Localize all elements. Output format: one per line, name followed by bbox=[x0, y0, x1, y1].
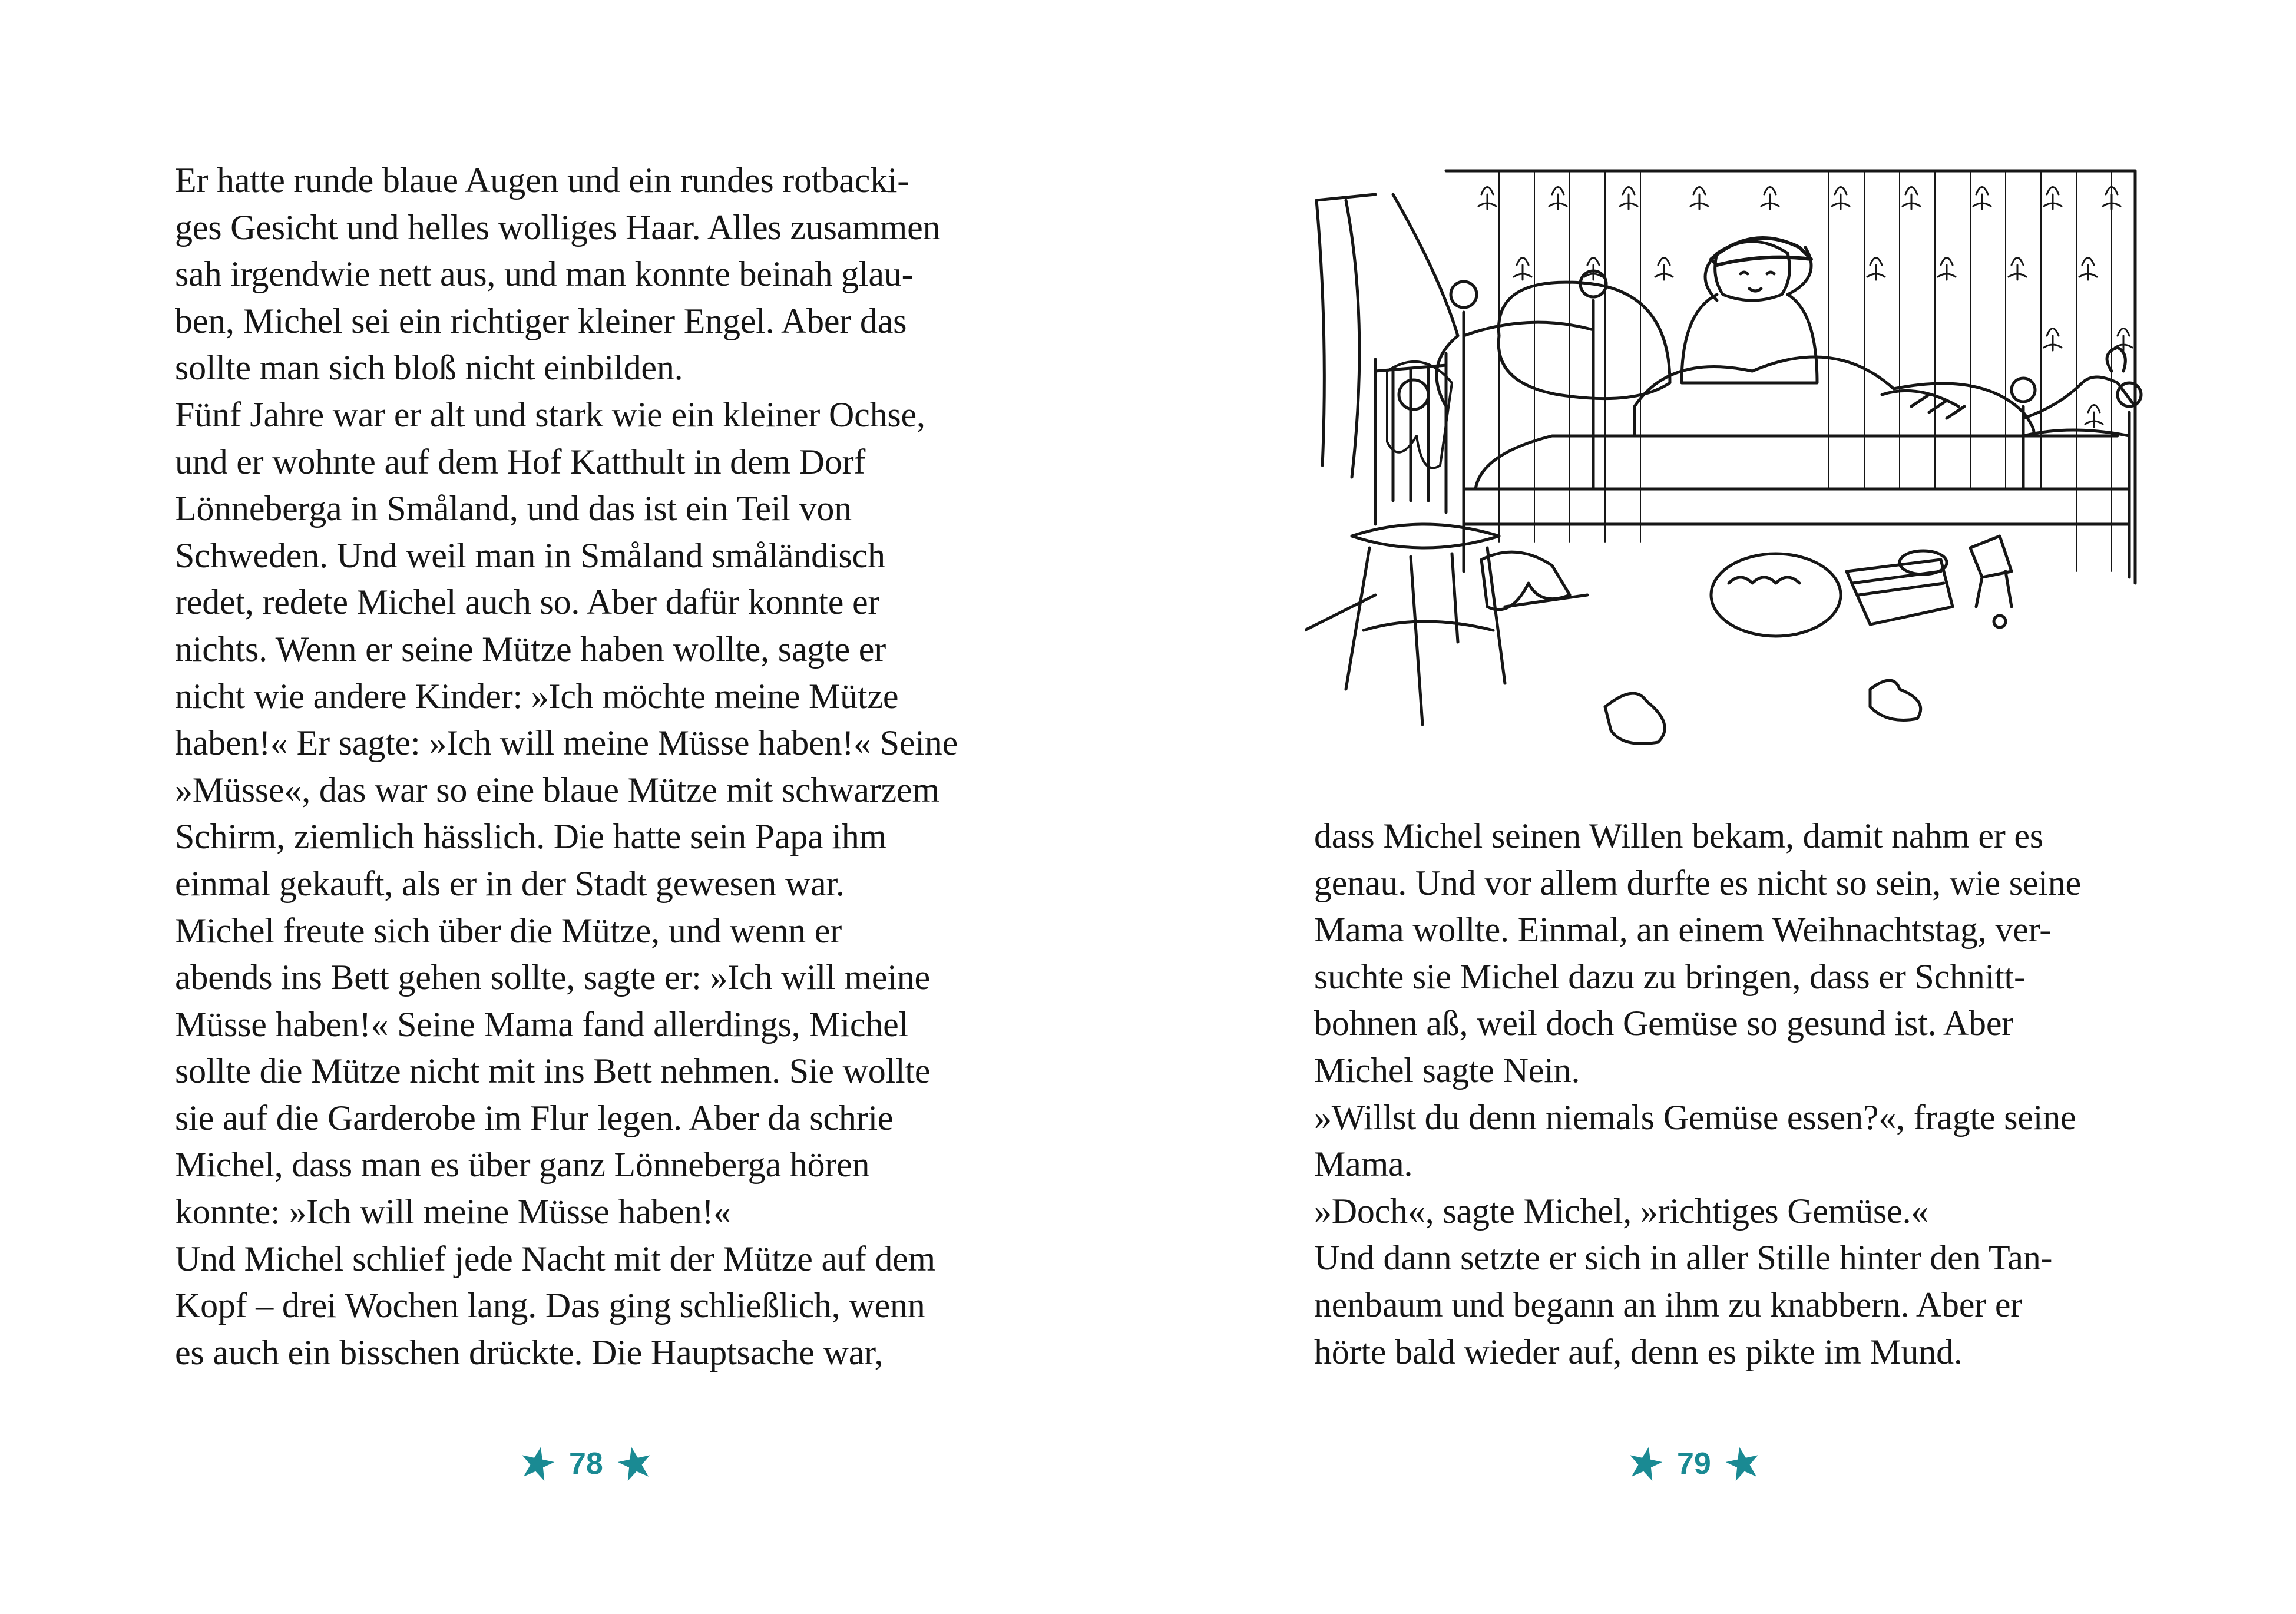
text-line: ben, Michel sei ein richtiger kleiner Engel. Aber das bbox=[175, 301, 907, 340]
text-line: Er hatte runde blaue Augen und ein rundes rotbacki- bbox=[175, 161, 909, 200]
text-line: suchte sie Michel dazu zu bringen, dass er Schnitt- bbox=[1314, 957, 2026, 996]
text-line: Mama wollte. Einmal, an einem Weihnachtstag, ver- bbox=[1314, 910, 2051, 950]
text-line: nicht wie andere Kinder: »Ich möchte meine Mütze bbox=[175, 676, 899, 716]
text-line: und er wohnte auf dem Hof Katthult in dem Dorf bbox=[175, 442, 866, 481]
text-line: Und Michel schlief jede Nacht mit der Mütze auf dem bbox=[175, 1239, 936, 1278]
star-icon bbox=[518, 1445, 556, 1483]
text-line: konnte: »Ich will meine Müsse haben!« bbox=[175, 1192, 732, 1232]
boy-in-bed-drawing bbox=[1305, 159, 2159, 783]
text-line: Michel freute sich über die Mütze, und wenn er bbox=[175, 911, 842, 950]
text-line: sah irgendwie nett aus, und man konnte beinah glau- bbox=[175, 254, 914, 294]
page-number-label: 78 bbox=[569, 1447, 603, 1481]
text-line: »Doch«, sagte Michel, »richtiges Gemüse.« bbox=[1314, 1191, 1929, 1231]
text-line: »Willst du denn niemals Gemüse essen?«, fragte seine bbox=[1314, 1097, 2076, 1137]
star-icon bbox=[1626, 1445, 1664, 1483]
illustration-boy-in-bed bbox=[1305, 159, 2159, 783]
text-line: Lönneberga in Småland, und das ist ein Teil von bbox=[175, 489, 852, 528]
text-line: bohnen aß, weil doch Gemüse so gesund ist. Aber bbox=[1314, 1004, 2014, 1043]
text-line: Schirm, ziemlich hässlich. Die hatte sein Papa ihm bbox=[175, 817, 887, 856]
text-line: haben!« Er sagte: »Ich will meine Müsse haben!« Seine bbox=[175, 723, 958, 763]
text-line: dass Michel seinen Willen bekam, damit nahm er es bbox=[1314, 816, 2044, 855]
text-line: einmal gekauft, als er in der Stadt gewesen war. bbox=[175, 864, 845, 903]
right-page-body-text bbox=[1314, 813, 2162, 1375]
text-line: Müsse haben!« Seine Mama fand allerdings, Michel bbox=[175, 1004, 909, 1044]
star-icon bbox=[1724, 1445, 1762, 1483]
star-icon bbox=[616, 1445, 654, 1483]
text-line: Michel, dass man es über ganz Lönneberga hören bbox=[175, 1145, 870, 1185]
page-number-label: 79 bbox=[1677, 1447, 1711, 1481]
text-line: nenbaum und begann an ihm zu knabbern. Aber er bbox=[1314, 1285, 2023, 1324]
page-number-79 bbox=[1626, 1437, 1762, 1490]
text-line: nichts. Wenn er seine Mütze haben wollte, sagte er bbox=[175, 629, 886, 669]
text-line: Fünf Jahre war er alt und stark wie ein kleiner Ochse, bbox=[175, 395, 925, 434]
text-line: es auch ein bisschen drückte. Die Hauptsache war, bbox=[175, 1332, 884, 1372]
text-line: sollte die Mütze nicht mit ins Bett nehmen. Sie wollte bbox=[175, 1051, 931, 1091]
text-line: hörte bald wieder auf, denn es pikte im Mund. bbox=[1314, 1332, 1963, 1371]
text-line: genau. Und vor allem durfte es nicht so sein, wie seine bbox=[1314, 863, 2081, 902]
text-line: Michel sagte Nein. bbox=[1314, 1050, 1580, 1090]
right-page bbox=[1148, 0, 2296, 1614]
text-line: redet, redete Michel auch so. Aber dafür konnte er bbox=[175, 583, 880, 622]
left-page-body-text bbox=[175, 157, 1023, 1376]
text-line: sie auf die Garderobe im Flur legen. Aber da schrie bbox=[175, 1098, 894, 1137]
text-line: ges Gesicht und helles wolliges Haar. Alles zusammen bbox=[175, 207, 941, 247]
text-line: Und dann setzte er sich in aller Stille hinter den Tan- bbox=[1314, 1238, 2053, 1278]
text-line: Kopf – drei Wochen lang. Das ging schließlich, wenn bbox=[175, 1286, 925, 1325]
text-line: »Müsse«, das war so eine blaue Mütze mit schwarzem bbox=[175, 770, 939, 809]
text-line: sollte man sich bloß nicht einbilden. bbox=[175, 348, 683, 388]
text-line: abends ins Bett gehen sollte, sagte er: »Ich will meine bbox=[175, 958, 930, 997]
text-line: Schweden. Und weil man in Småland småländisch bbox=[175, 535, 885, 575]
text-line: Mama. bbox=[1314, 1145, 1413, 1184]
page-number-78 bbox=[518, 1437, 654, 1490]
